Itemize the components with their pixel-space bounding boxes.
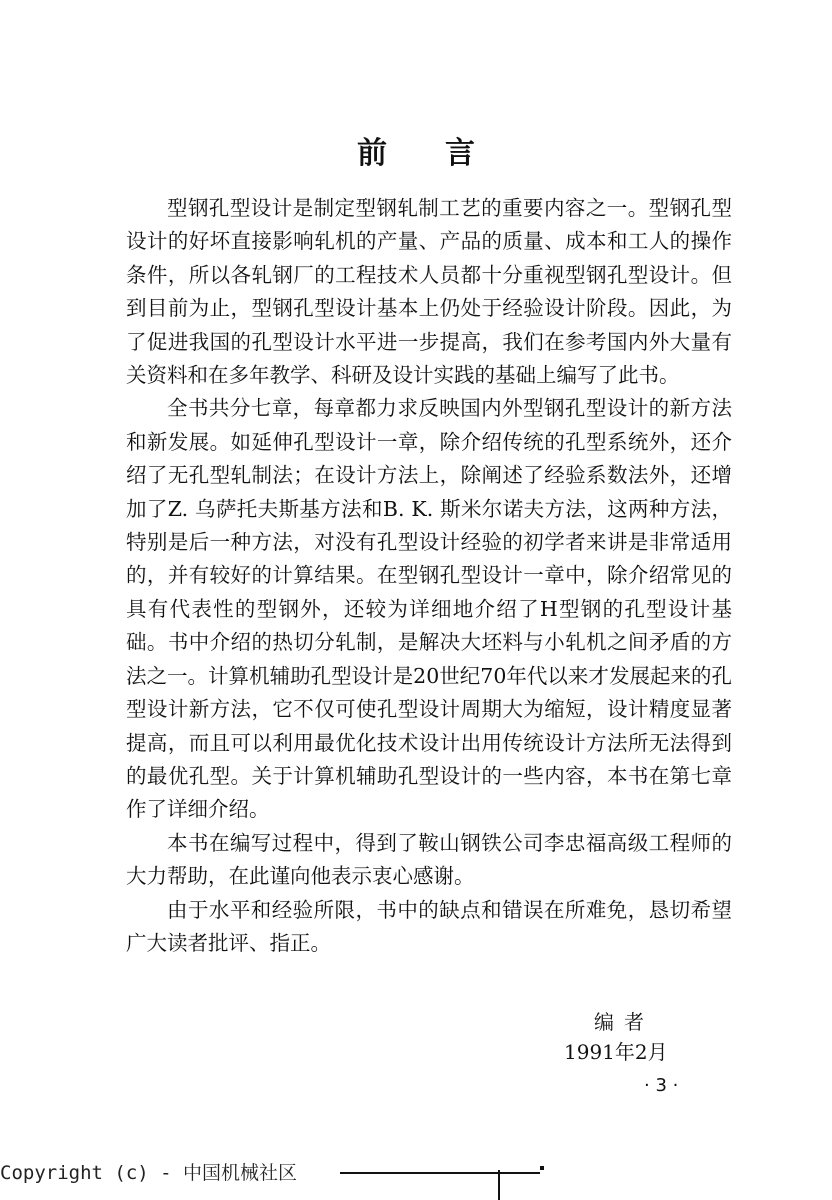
signature-editor: 编者 [594, 1010, 654, 1034]
scan-rule-vertical [498, 1170, 500, 1200]
preface-body [126, 192, 732, 960]
paragraph: 型钢孔型设计是制定型钢轧制工艺的重要内容之一。型钢孔型设计的好坏直接影响轧机的产量、产品的质量、成本和工人的操作条件，所以各轧钢厂的工程技术人员都十分重视型钢孔型设计。但到目前为止，型钢孔型设计基本上仍处于经验设计阶段。因此，为了促进我国的孔型设计水平进一步提高，我们在参考国内外大量有关资料和在多年教学、科研及设计实践的基础上编写了此书。 [126, 196, 732, 388]
page-number: · 3 · [644, 1075, 679, 1096]
signature-block [560, 1007, 720, 1067]
scan-rule-horizontal [340, 1172, 540, 1174]
signature-date: 1991年2月 [564, 1040, 668, 1064]
page-title: 前言 [357, 136, 533, 171]
paragraph: 本书在编写过程中，得到了鞍山钢铁公司李忠福高级工程师的大力帮助，在此谨向他表示衷心感谢。 [126, 830, 732, 889]
paragraph: 由于水平和经验所限，书中的缺点和错误在所难免，恳切希望广大读者批评、指正。 [126, 897, 732, 955]
copyright-watermark: Copyright (c) - 中国机械社区 [0, 1162, 298, 1184]
paragraph: 全书共分七章，每章都力求反映国内外型钢孔型设计的新方法和新发展。如延伸孔型设计一章，除介绍传统的孔型系统外，还介绍了无孔型轧制法；在设计方法上，除阐述了经验系数法外，还增加了Z. 乌萨托夫斯基方法和B. K. 斯米尔诺夫方法，这两种方法，特别是后一种方法，对没有孔型设计经验的初学者来讲是非常适用的，并有较好的计算结果。在型钢孔型设计一章中，除介绍常见的具有代表性的型钢外，还较为详细地介绍了H型钢的孔型设计基础。书中介绍的热切分轧制，是解决大坯料与小轧机之间矛盾的方法之一。计算机辅助孔型设计是20世纪70年代以来才发展起来的孔型设计新方法，它不仅可使孔型设计周期大为缩短，设计精度显著提高，而且可以利用最优化技术设计出用传统设计方法所无法得到的最优孔型。关于计算机辅助孔型设计的一些内容，本书在第七章作了详细介绍。 [126, 396, 732, 822]
scan-mark [540, 1166, 544, 1170]
